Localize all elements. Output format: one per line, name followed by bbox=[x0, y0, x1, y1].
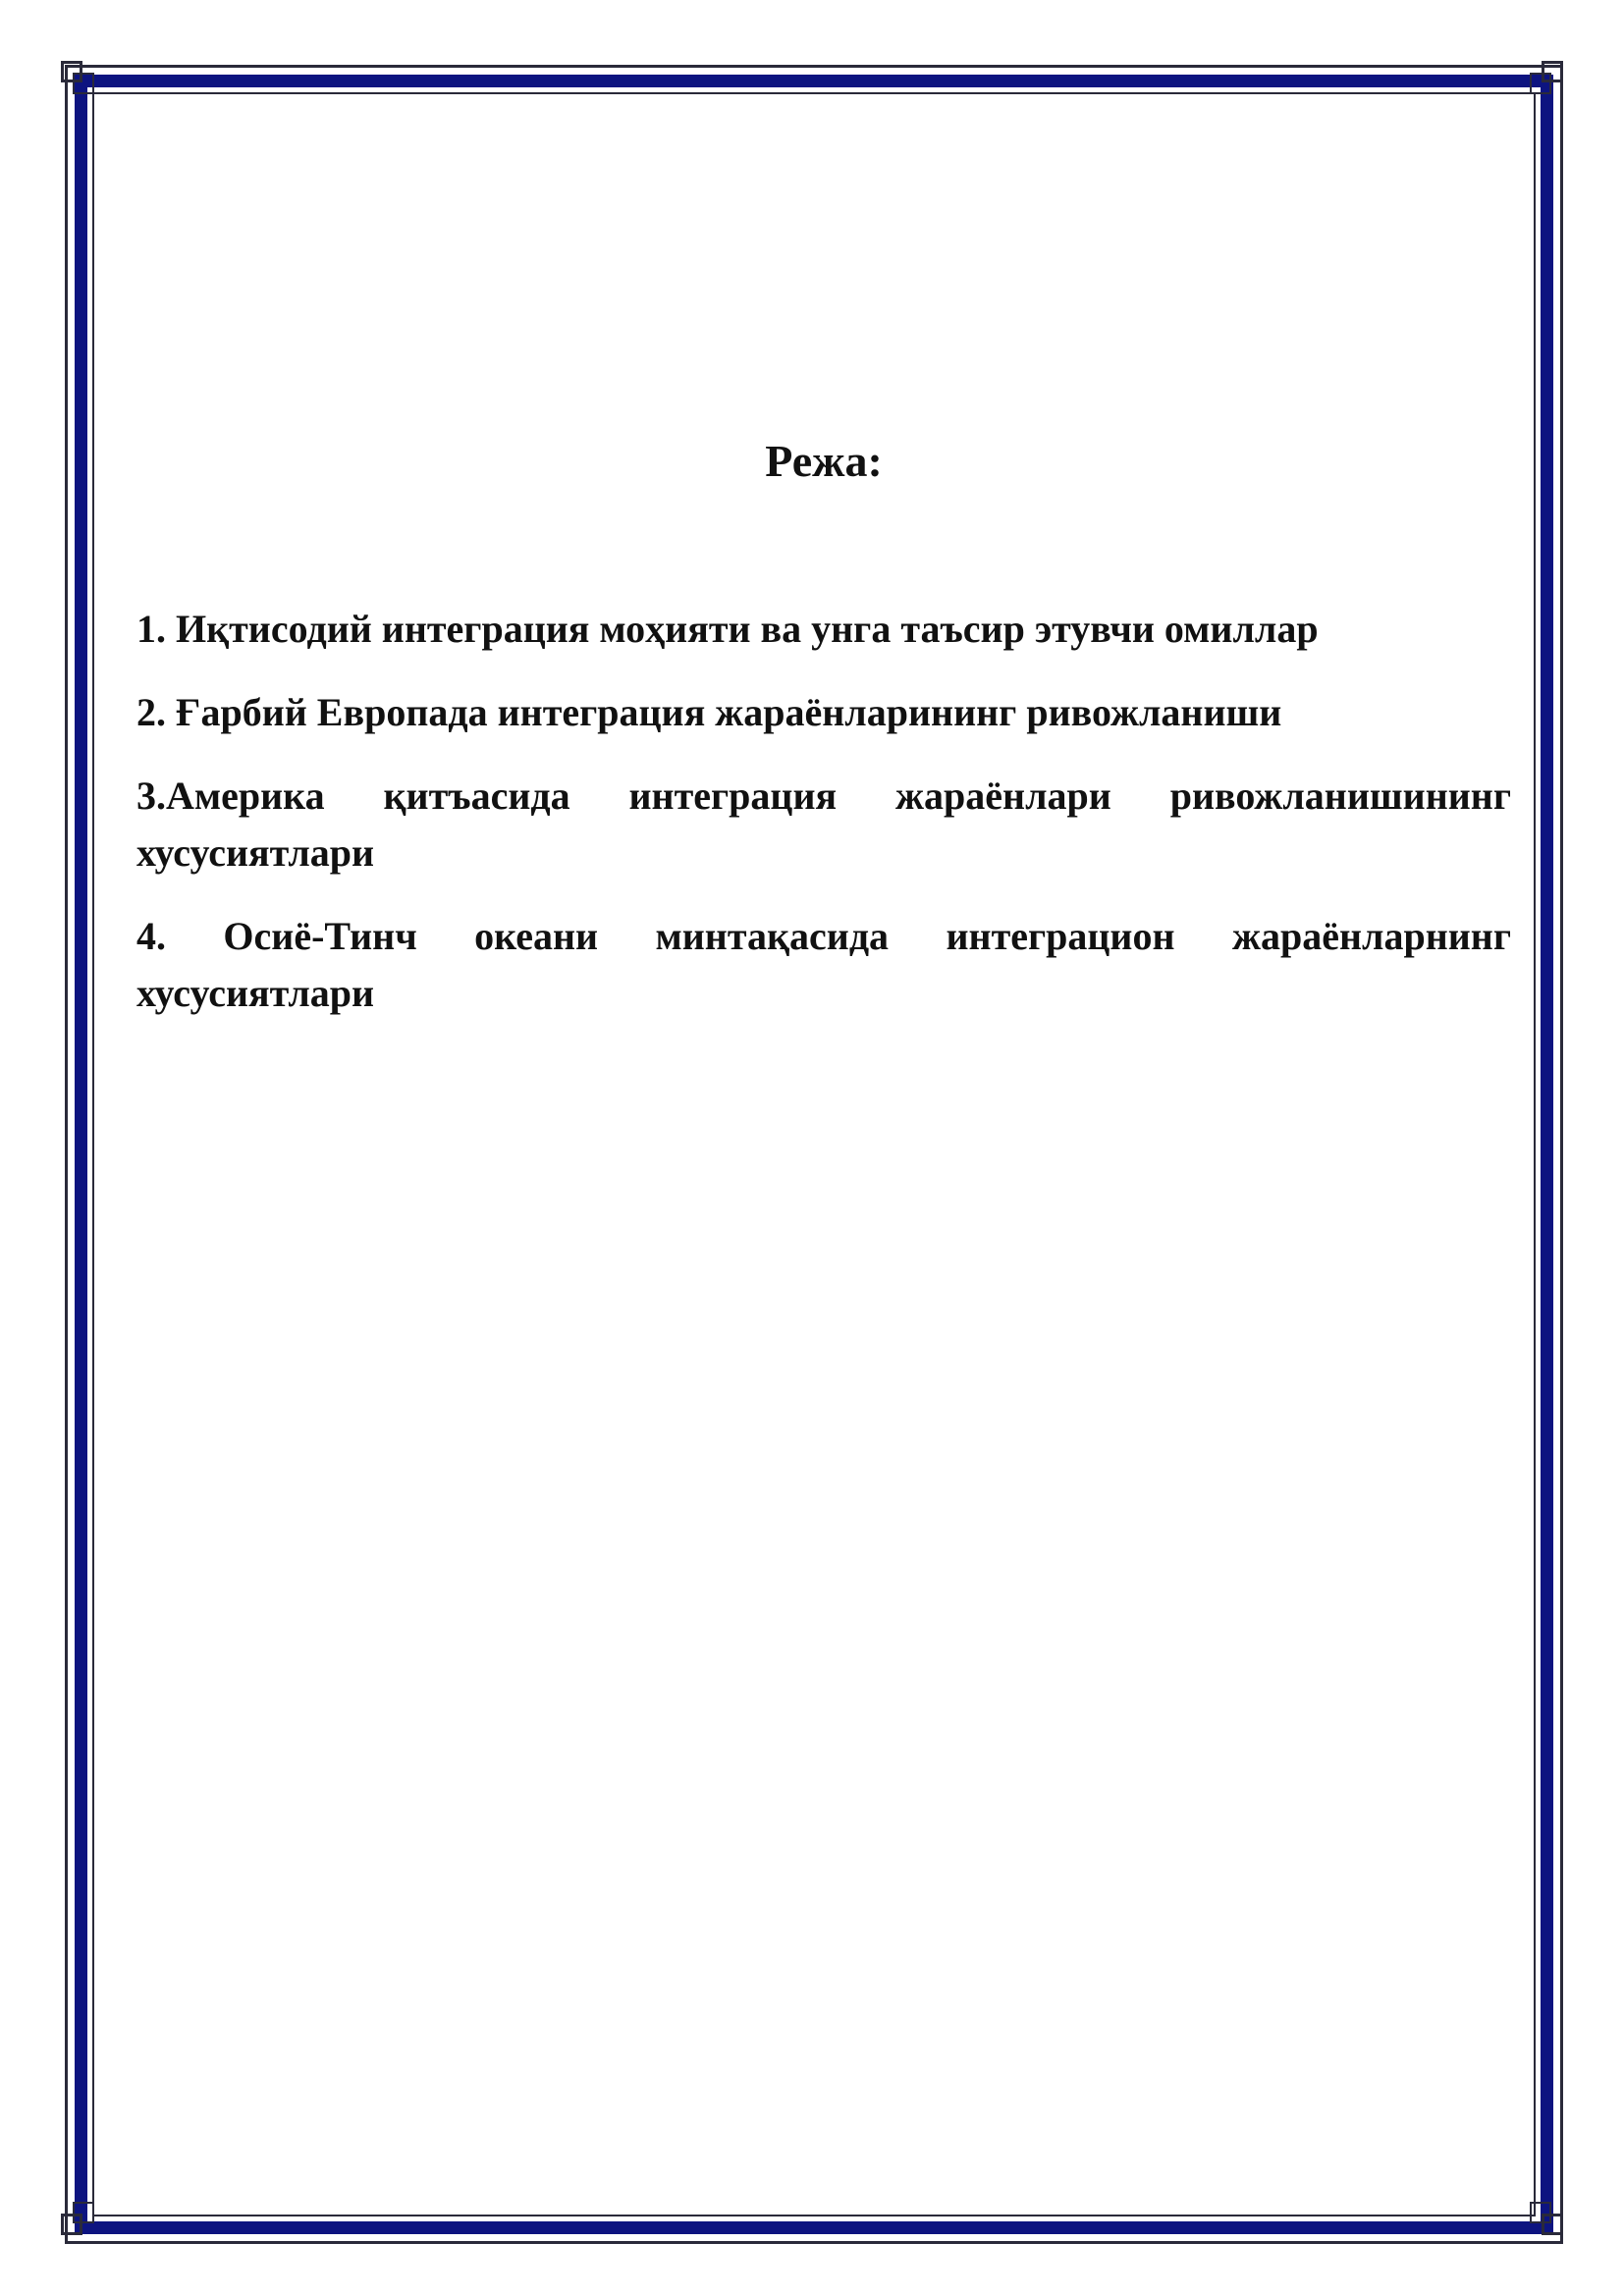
corner-ornament-top-left bbox=[61, 61, 94, 94]
plan-list bbox=[136, 601, 1511, 1022]
plan-item-1: 1. Иқтисодий интеграция моҳияти ва унга таъсир этувчи омиллар bbox=[136, 607, 1319, 651]
page-title: Режа: bbox=[765, 436, 883, 486]
corner-ornament-bottom-right bbox=[1530, 2202, 1563, 2235]
page-border-inner bbox=[92, 92, 1536, 2216]
corner-ornament-bottom-left bbox=[61, 2202, 94, 2235]
page-content bbox=[136, 432, 1511, 1048]
plan-item-4: 4. Осиё-Тинч океани минтақасида интеграцион жараёнларнинг хусусиятлари bbox=[136, 914, 1511, 1015]
corner-ornament-top-right bbox=[1530, 61, 1563, 94]
plan-item-2: 2. Ғарбий Европада интеграция жараёнларининг ривожланиши bbox=[136, 690, 1282, 734]
plan-item-3: 3.Америка қитъасида интеграция жараёнлари ривожланишининг хусусиятлари bbox=[136, 774, 1511, 875]
